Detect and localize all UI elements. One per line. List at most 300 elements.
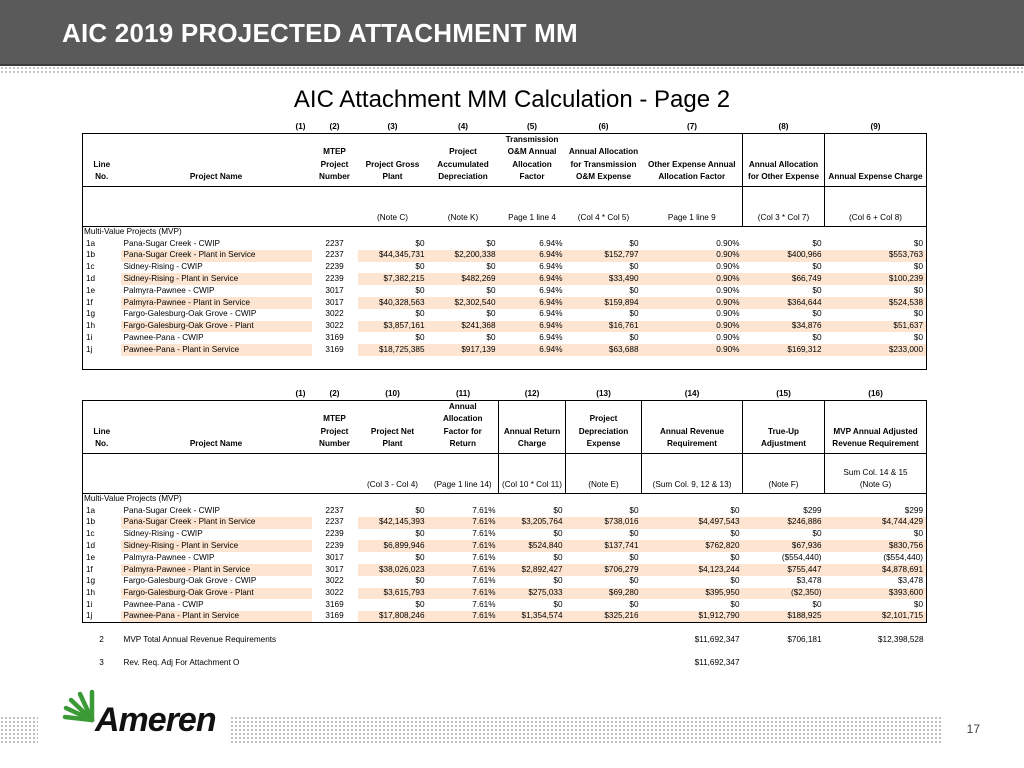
cell-adjusted-revenue: $3,478 — [825, 576, 927, 588]
cell-line-no: 1g — [83, 309, 121, 321]
cell-return-factor: 7.61% — [472, 529, 496, 539]
column-number: (6) — [598, 122, 609, 131]
cell-project-name: Fargo-Galesburg-Oak Grove - CWIP — [123, 309, 257, 319]
cell-gross-plant: $40,328,563 — [358, 297, 428, 309]
cell-return-factor: 7.61% — [428, 611, 499, 623]
cell-adjusted-revenue: $4,878,691 — [825, 564, 927, 576]
cell-return-charge: $0 — [553, 505, 563, 515]
summary-row — [83, 633, 927, 647]
cell-expense-charge: $0 — [825, 309, 927, 321]
header-accum-depreciation: Project Accumulated Depreciation — [428, 133, 499, 186]
column-number: (3) — [387, 122, 398, 131]
cell-mtep: 2237 — [325, 238, 344, 248]
cell-depreciation-expense: $69,280 — [566, 588, 642, 600]
cell-other-factor: 0.90% — [642, 321, 743, 333]
cell-line-no: 1b — [83, 250, 121, 262]
header-expense-charge: Annual Expense Charge — [825, 133, 927, 186]
header-mtep: MTEP Project Number — [312, 133, 358, 186]
cell-mtep: 2237 — [325, 505, 344, 515]
cell-line-no: 1f — [83, 564, 121, 576]
cell-project-name: Palmyra-Pawnee - CWIP — [123, 285, 215, 295]
header-revenue-requirement: Annual Revenue Requirement — [642, 400, 743, 453]
column-number: (1) — [295, 389, 306, 398]
cell-om-expense: $0 — [629, 332, 639, 342]
cell-om-expense: $159,894 — [566, 297, 642, 309]
cell-project-name: Pana-Sugar Creek - Plant in Service — [121, 250, 312, 262]
table-row — [83, 309, 927, 321]
cell-project-name: Pawnee-Pana - Plant in Service — [121, 344, 312, 356]
cell-mtep: 3017 — [325, 297, 344, 307]
cell-line-no: 1d — [83, 540, 121, 552]
cell-line-no: 1f — [83, 297, 121, 309]
cell-adjusted-revenue: $393,600 — [825, 588, 927, 600]
cell-depreciation-expense: $0 — [629, 529, 639, 539]
cell-net-plant: $0 — [415, 599, 425, 609]
table-row — [83, 297, 927, 309]
cell-mtep: 3169 — [325, 611, 344, 621]
cell-other-factor: 0.90% — [642, 273, 743, 285]
cell-mtep: 2237 — [325, 517, 344, 527]
cell-depreciation-expense: $0 — [629, 505, 639, 515]
summary-line-no: 3 — [99, 657, 104, 667]
cell-net-plant: $0 — [415, 576, 425, 586]
cell-true-up: $0 — [812, 599, 822, 609]
cell-net-plant: $0 — [415, 552, 425, 562]
cell-mtep: 3022 — [325, 309, 344, 319]
note: Page 1 line 9 — [642, 186, 743, 226]
cell-true-up: ($2,350) — [743, 588, 825, 600]
summary-true-up: $706,181 — [787, 634, 822, 644]
cell-adjusted-revenue: $830,756 — [825, 540, 927, 552]
note: (Col 10 * Col 11) — [499, 453, 566, 493]
cell-return-factor: 7.61% — [428, 564, 499, 576]
cell-gross-plant: $0 — [415, 309, 425, 319]
cell-true-up: $0 — [812, 529, 822, 539]
table-row — [83, 588, 927, 600]
cell-other-expense: $34,876 — [743, 321, 825, 333]
cell-om-factor: 6.94% — [539, 238, 563, 248]
page-title: AIC 2019 PROJECTED ATTACHMENT MM — [62, 18, 578, 48]
table-row — [83, 599, 927, 611]
cell-revenue-requirement: $395,950 — [642, 588, 743, 600]
cell-mtep: 3022 — [325, 588, 344, 598]
summary-label: Rev. Req. Adj For Attachment O — [123, 657, 240, 667]
note: (Note C) — [358, 186, 428, 226]
summary-adjusted-revenue: $12,398,528 — [877, 634, 924, 644]
table-row — [83, 344, 927, 356]
cell-adjusted-revenue: $299 — [825, 505, 927, 517]
table-row — [83, 552, 927, 564]
cell-project-name: Fargo-Galesburg-Oak Grove - Plant — [121, 321, 312, 333]
table-row — [83, 332, 927, 344]
cell-line-no: 1j — [83, 611, 121, 623]
cell-other-factor: 0.90% — [642, 250, 743, 262]
cell-return-factor: 7.61% — [428, 540, 499, 552]
cell-om-factor: 6.94% — [499, 273, 566, 285]
cell-line-no: 1j — [83, 344, 121, 356]
table-row — [83, 273, 927, 285]
cell-mtep: 3169 — [325, 332, 344, 342]
cell-om-expense: $0 — [629, 238, 639, 248]
note: (Col 6 + Col 8) — [825, 186, 927, 226]
cell-om-expense: $0 — [629, 285, 639, 295]
cell-accum-depreciation: $0 — [486, 262, 496, 272]
cell-depreciation-expense: $0 — [629, 599, 639, 609]
cell-gross-plant: $0 — [415, 285, 425, 295]
section-row — [83, 226, 927, 238]
cell-other-factor: 0.90% — [716, 238, 740, 248]
header-row — [83, 133, 927, 186]
cell-depreciation-expense: $325,216 — [566, 611, 642, 623]
cell-revenue-requirement: $4,497,543 — [642, 517, 743, 529]
cell-mtep: 3169 — [325, 599, 344, 609]
cell-accum-depreciation: $241,368 — [428, 321, 499, 333]
cell-project-name: Fargo-Galesburg-Oak Grove - Plant — [121, 588, 312, 600]
cell-mtep: 3169 — [325, 344, 344, 354]
cell-line-no: 1i — [83, 599, 121, 611]
cell-other-expense: $0 — [812, 238, 822, 248]
dot-divider — [0, 66, 1024, 75]
cell-other-factor: 0.90% — [642, 297, 743, 309]
cell-return-charge: $0 — [553, 529, 563, 539]
header-om-factor: Transmission O&M Annual Allocation Factor — [499, 133, 566, 186]
table-bottom — [83, 356, 927, 370]
column-number: (16) — [868, 389, 883, 398]
cell-line-no: 1h — [83, 321, 121, 333]
cell-line-no: 1e — [83, 285, 121, 297]
cell-other-expense: $0 — [812, 262, 822, 272]
cell-other-expense: $400,966 — [743, 250, 825, 262]
header-true-up: True-Up Adjustment — [743, 400, 825, 453]
cell-depreciation-expense: $137,741 — [566, 540, 642, 552]
section-row — [83, 493, 927, 505]
cell-other-expense: $0 — [812, 285, 822, 295]
header-line-no: Line No. — [83, 133, 121, 186]
summary-true-up — [743, 656, 825, 670]
cell-net-plant: $3,615,793 — [358, 588, 428, 600]
header-net-plant: Project Net Plant — [358, 400, 428, 453]
summary-revenue-requirement: $11,692,347 — [694, 634, 740, 644]
cell-net-plant: $42,145,393 — [358, 517, 428, 529]
note: (Col 3 * Col 7) — [743, 186, 825, 226]
note: (Note F) — [743, 453, 825, 493]
cell-project-name: Palmyra-Pawnee - Plant in Service — [121, 564, 312, 576]
cell-revenue-requirement: $762,820 — [642, 540, 743, 552]
subtitle: AIC Attachment MM Calculation - Page 2 — [293, 86, 731, 113]
cell-om-factor: 6.94% — [499, 321, 566, 333]
table-row — [83, 238, 927, 250]
cell-revenue-requirement: $4,123,244 — [642, 564, 743, 576]
column-number: (15) — [776, 389, 791, 398]
cell-line-no: 1g — [83, 576, 121, 588]
column-number: (5) — [527, 122, 538, 131]
table-row — [83, 285, 927, 297]
cell-return-charge: $2,892,427 — [499, 564, 566, 576]
table-row — [83, 250, 927, 262]
cell-om-factor: 6.94% — [539, 332, 563, 342]
column-number: (9) — [870, 122, 881, 131]
cell-line-no: 1e — [83, 552, 121, 564]
cell-mtep: 2239 — [325, 529, 344, 539]
cell-true-up: $299 — [803, 505, 822, 515]
cell-mtep: 2239 — [325, 262, 344, 272]
note: (Note E) — [566, 453, 642, 493]
cell-other-expense: $364,644 — [743, 297, 825, 309]
cell-other-factor: 0.90% — [716, 285, 740, 295]
cell-om-expense: $16,761 — [566, 321, 642, 333]
cell-expense-charge: $524,538 — [825, 297, 927, 309]
cell-accum-depreciation: $2,200,338 — [428, 250, 499, 262]
cell-adjusted-revenue: $0 — [825, 529, 927, 541]
column-number: (14) — [684, 389, 700, 398]
logo-wordmark: Ameren — [95, 701, 216, 739]
cell-om-expense: $152,797 — [566, 250, 642, 262]
table-row — [83, 540, 927, 552]
cell-accum-depreciation: $0 — [486, 309, 496, 319]
cell-expense-charge: $0 — [825, 332, 927, 344]
header-mtep: MTEP Project Number — [312, 400, 358, 453]
cell-revenue-requirement: $0 — [730, 505, 740, 515]
summary-label: MVP Total Annual Revenue Requirements — [123, 634, 277, 644]
cell-gross-plant: $0 — [415, 238, 425, 248]
cell-expense-charge: $0 — [825, 238, 927, 250]
header-project-name: Project Name — [121, 133, 312, 186]
cell-adjusted-revenue: $2,101,715 — [825, 611, 927, 623]
cell-project-name: Sidney-Rising - CWIP — [123, 529, 203, 539]
column-number: (13) — [596, 389, 611, 398]
note: (Sum Col. 9, 12 & 13) — [642, 453, 743, 493]
header-return-charge: Annual Return Charge — [499, 400, 566, 453]
cell-om-factor: 6.94% — [499, 297, 566, 309]
cell-mtep: 2239 — [325, 273, 344, 283]
column-number: (4) — [458, 122, 469, 131]
cell-net-plant: $38,026,023 — [358, 564, 428, 576]
cell-revenue-requirement: $0 — [730, 576, 740, 586]
cell-mtep: 2239 — [325, 540, 344, 550]
cell-line-no: 1c — [83, 262, 121, 274]
cell-revenue-requirement: $1,912,790 — [642, 611, 743, 623]
cell-gross-plant: $18,725,385 — [358, 344, 428, 356]
cell-line-no: 1h — [83, 588, 121, 600]
column-number: (2) — [329, 389, 340, 398]
cell-other-factor: 0.90% — [642, 344, 743, 356]
header-line-no: Line No. — [83, 400, 121, 453]
cell-gross-plant: $0 — [415, 332, 425, 342]
cell-mtep: 3017 — [325, 285, 344, 295]
cell-true-up: $188,925 — [743, 611, 825, 623]
cell-revenue-requirement: $0 — [730, 552, 740, 562]
cell-other-factor: 0.90% — [716, 309, 740, 319]
cell-return-charge: $275,033 — [499, 588, 566, 600]
cell-depreciation-expense: $0 — [629, 576, 639, 586]
note: (Note K) — [428, 186, 499, 226]
table-row — [83, 611, 927, 623]
column-number: (12) — [524, 389, 540, 398]
cell-other-factor: 0.90% — [716, 332, 740, 342]
table-row — [83, 321, 927, 333]
cell-revenue-requirement: $0 — [730, 529, 740, 539]
table-row — [83, 505, 927, 517]
cell-net-plant: $6,899,946 — [358, 540, 428, 552]
cell-om-factor: 6.94% — [539, 309, 563, 319]
cell-mtep: 3017 — [325, 564, 344, 574]
cell-om-factor: 6.94% — [499, 250, 566, 262]
header-om-expense: Annual Allocation for Transmission O&M Expense — [566, 133, 642, 186]
cell-other-expense: $66,749 — [743, 273, 825, 285]
cell-om-factor: 6.94% — [539, 262, 563, 272]
column-number: (8) — [778, 122, 789, 131]
cell-return-factor: 7.61% — [428, 517, 499, 529]
note: Sum Col. 14 & 15 (Note G) — [825, 453, 927, 493]
cell-expense-charge: $100,239 — [825, 273, 927, 285]
table-row — [83, 564, 927, 576]
column-number: (2) — [329, 122, 340, 131]
cell-expense-charge: $233,000 — [825, 344, 927, 356]
header-row — [83, 400, 927, 453]
cell-return-factor: 7.61% — [472, 552, 496, 562]
cell-other-factor: 0.90% — [716, 262, 740, 272]
table-row — [83, 576, 927, 588]
cell-line-no: 1c — [83, 529, 121, 541]
cell-project-name: Pana-Sugar Creek - CWIP — [123, 238, 220, 248]
cell-net-plant: $0 — [415, 529, 425, 539]
ameren-logo — [62, 686, 216, 746]
cell-mtep: 3017 — [325, 552, 344, 562]
cell-om-expense: $0 — [629, 309, 639, 319]
table-row — [83, 529, 927, 541]
note: (Page 1 line 14) — [428, 453, 499, 493]
cell-line-no: 1i — [83, 332, 121, 344]
column-number-row — [83, 389, 927, 400]
cell-project-name: Sidney-Rising - Plant in Service — [121, 273, 312, 285]
cell-gross-plant: $3,857,161 — [358, 321, 428, 333]
cell-accum-depreciation: $917,139 — [428, 344, 499, 356]
cell-return-charge: $0 — [553, 576, 563, 586]
cell-line-no: 1a — [83, 505, 121, 517]
cell-accum-depreciation: $0 — [486, 238, 496, 248]
cell-return-factor: 7.61% — [428, 588, 499, 600]
cell-mtep: 2237 — [325, 250, 344, 260]
cell-gross-plant: $44,345,731 — [358, 250, 428, 262]
summary-row — [83, 656, 927, 670]
cell-mtep: 3022 — [325, 576, 344, 586]
table-row — [83, 262, 927, 274]
cell-project-name: Pawnee-Pana - Plant in Service — [121, 611, 312, 623]
cell-om-expense: $33,490 — [566, 273, 642, 285]
note: (Col 4 * Col 5) — [566, 186, 642, 226]
dot-pattern-right — [230, 716, 942, 744]
section-label: Multi-Value Projects (MVP) — [83, 493, 358, 505]
cell-om-expense: $0 — [629, 262, 639, 272]
cell-om-factor: 6.94% — [539, 285, 563, 295]
cell-return-charge: $0 — [553, 552, 563, 562]
cell-adjusted-revenue: $4,744,429 — [825, 517, 927, 529]
dot-pattern-left — [0, 716, 38, 744]
cell-expense-charge: $553,763 — [825, 250, 927, 262]
cell-true-up: $67,936 — [743, 540, 825, 552]
cell-om-factor: 6.94% — [499, 344, 566, 356]
column-number-row — [83, 122, 927, 133]
notes-row — [83, 453, 927, 493]
header-adjusted-revenue: MVP Annual Adjusted Revenue Requirement — [825, 400, 927, 453]
cell-return-factor: 7.61% — [472, 599, 496, 609]
summary-line-no: 2 — [99, 634, 104, 644]
cell-accum-depreciation: $0 — [486, 285, 496, 295]
header-return-factor: Annual Allocation Factor for Return — [428, 400, 499, 453]
cell-expense-charge: $51,637 — [825, 321, 927, 333]
cell-adjusted-revenue: $0 — [825, 599, 927, 611]
cell-true-up: ($554,440) — [781, 552, 822, 562]
cell-project-name: Pana-Sugar Creek - Plant in Service — [121, 517, 312, 529]
page-number: 17 — [966, 722, 980, 736]
cell-expense-charge: $0 — [825, 285, 927, 297]
section-label: Multi-Value Projects (MVP) — [83, 226, 358, 238]
cell-accum-depreciation: $0 — [486, 332, 496, 342]
cell-return-charge: $524,840 — [499, 540, 566, 552]
cell-gross-plant: $0 — [415, 262, 425, 272]
cell-accum-depreciation: $2,302,540 — [428, 297, 499, 309]
cell-net-plant: $0 — [415, 505, 425, 515]
summary-revenue-requirement: $11,692,347 — [694, 657, 740, 667]
cell-project-name: Sidney-Rising - Plant in Service — [121, 540, 312, 552]
cell-project-name: Pana-Sugar Creek - CWIP — [123, 505, 220, 515]
cell-true-up: $755,447 — [743, 564, 825, 576]
header-gross-plant: Project Gross Plant — [358, 133, 428, 186]
cell-accum-depreciation: $482,269 — [428, 273, 499, 285]
cell-return-charge: $0 — [553, 599, 563, 609]
cell-project-name: Palmyra-Pawnee - CWIP — [123, 552, 215, 562]
cell-depreciation-expense: $0 — [629, 552, 639, 562]
header-other-factor: Other Expense Annual Allocation Factor — [642, 133, 743, 186]
cell-return-charge: $3,205,764 — [499, 517, 566, 529]
cell-project-name: Fargo-Galesburg-Oak Grove - CWIP — [123, 576, 257, 586]
cell-net-plant: $17,808,246 — [358, 611, 428, 623]
column-number: (10) — [385, 389, 400, 398]
cell-project-name: Sidney-Rising - CWIP — [123, 262, 203, 272]
table-row — [83, 517, 927, 529]
note: (Col 3 - Col 4) — [358, 453, 428, 493]
header-other-expense: Annual Allocation for Other Expense — [743, 133, 825, 186]
cell-return-charge: $1,354,574 — [499, 611, 566, 623]
cell-om-expense: $63,688 — [566, 344, 642, 356]
cell-adjusted-revenue: ($554,440) — [825, 552, 927, 564]
cell-other-expense: $0 — [812, 332, 822, 342]
column-number: (11) — [455, 389, 471, 398]
calculation-table-expenses — [82, 122, 927, 370]
notes-row — [83, 186, 927, 226]
cell-line-no: 1b — [83, 517, 121, 529]
header-project-name: Project Name — [121, 400, 312, 453]
note: Page 1 line 4 — [499, 186, 566, 226]
cell-return-factor: 7.61% — [472, 576, 496, 586]
column-number: (7) — [687, 122, 698, 131]
summary-adjusted-revenue — [825, 656, 927, 670]
cell-return-factor: 7.61% — [472, 505, 496, 515]
cell-other-expense: $0 — [812, 309, 822, 319]
cell-other-expense: $169,312 — [743, 344, 825, 356]
cell-project-name: Pawnee-Pana - CWIP — [123, 599, 204, 609]
cell-gross-plant: $7,382,215 — [358, 273, 428, 285]
calculation-table-revenue — [82, 389, 927, 670]
cell-depreciation-expense: $738,016 — [566, 517, 642, 529]
column-number: (1) — [295, 122, 306, 131]
cell-expense-charge: $0 — [825, 262, 927, 274]
cell-mtep: 3022 — [325, 321, 344, 331]
cell-line-no: 1a — [83, 238, 121, 250]
cell-true-up: $3,478 — [796, 576, 822, 586]
cell-line-no: 1d — [83, 273, 121, 285]
cell-project-name: Pawnee-Pana - CWIP — [123, 332, 204, 342]
